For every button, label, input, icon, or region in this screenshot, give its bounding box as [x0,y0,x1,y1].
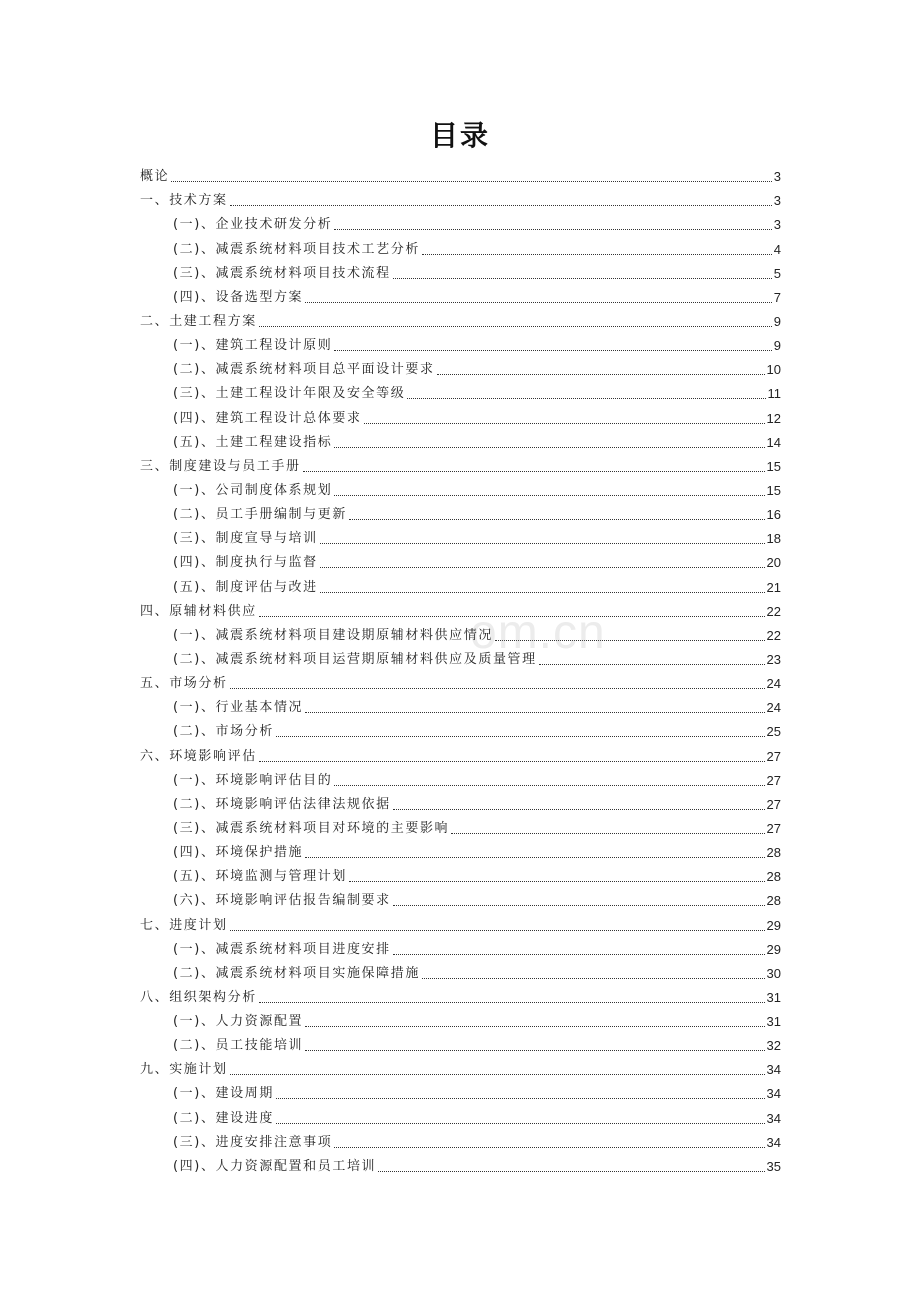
toc-dot-leader [422,254,772,255]
toc-entry-page-number: 27 [766,772,781,788]
toc-entry-label: (五)、环境监测与管理计划 [173,869,347,885]
toc-entry[interactable] [140,379,781,403]
toc-entry-label: 六、环境影响评估 [140,748,257,764]
toc-entry[interactable] [140,741,781,765]
toc-dot-leader [407,398,765,399]
toc-entry-page-number: 15 [766,458,781,474]
toc-entry-label: (二)、市场分析 [173,724,274,740]
toc-entry-label: 七、进度计划 [140,917,228,933]
toc-entry-label: (一)、行业基本情况 [173,700,304,716]
toc-entry-page-number: 27 [766,748,781,764]
toc-entry[interactable] [140,693,781,717]
toc-entry[interactable] [140,572,781,596]
toc-dot-leader [320,592,765,593]
toc-entry-label: 八、组织架构分析 [140,989,257,1005]
toc-dot-leader [276,736,765,737]
toc-dot-leader [230,1074,765,1075]
page-title: 目录 [429,119,490,152]
toc-entry-label: (二)、减震系统材料项目实施保障措施 [173,965,420,981]
toc-entry[interactable] [140,621,781,645]
toc-entry-label: (六)、环境影响评估报告编制要求 [173,893,391,909]
toc-entry[interactable] [140,717,781,741]
toc-entry-page-number: 24 [766,676,781,692]
toc-entry-label: (一)、人力资源配置 [173,1014,304,1030]
toc-entry-label: 三、制度建设与员工手册 [140,458,301,474]
toc-dot-leader [259,326,772,327]
toc-entry-page-number: 4 [773,241,781,257]
toc-entry[interactable] [140,283,781,307]
toc-entry-page-number: 32 [766,1038,781,1054]
toc-entry-page-number: 3 [773,193,781,209]
toc-entry-page-number: 34 [766,1086,781,1102]
toc-entry-label: (一)、环境影响评估目的 [173,772,333,788]
toc-dot-leader [303,471,765,472]
toc-entry-label: (四)、人力资源配置和员工培训 [173,1158,377,1174]
toc-dot-leader [259,1002,765,1003]
toc-entry[interactable] [140,886,781,910]
watermark: om.cn [470,606,606,659]
toc-entry-label: (一)、公司制度体系规划 [173,482,333,498]
toc-entry[interactable] [140,428,781,452]
toc-entry-label: 二、土建工程方案 [140,313,257,329]
toc-entry-page-number: 20 [766,555,781,571]
toc-dot-leader [334,447,764,448]
toc-entry[interactable] [140,331,781,355]
toc-dot-leader [171,181,772,182]
toc-entry-label: 四、原辅材料供应 [140,603,257,619]
toc-entry[interactable] [140,1152,781,1176]
toc-entry-page-number: 14 [766,434,781,450]
toc-dot-leader [320,543,765,544]
toc-entry-page-number: 16 [766,507,781,523]
toc-entry-label: (四)、制度执行与监督 [173,555,318,571]
toc-entry[interactable] [140,1079,781,1103]
toc-entry[interactable] [140,500,781,524]
toc-dot-leader [393,954,765,955]
toc-entry-page-number: 10 [766,362,781,378]
toc-entry-page-number: 3 [773,169,781,185]
toc-dot-leader [393,905,765,906]
toc-entry[interactable] [140,307,781,331]
toc-entry[interactable] [140,1031,781,1055]
toc-entry-label: (一)、减震系统材料项目进度安排 [173,941,391,957]
toc-entry-page-number: 18 [766,531,781,547]
toc-entry-label: (三)、减震系统材料项目技术流程 [173,265,391,281]
toc-entry-label: 九、实施计划 [140,1062,228,1078]
toc-entry[interactable] [140,355,781,379]
toc-entry-page-number: 29 [766,941,781,957]
toc-dot-leader [437,374,765,375]
toc-entry-label: (二)、减震系统材料项目总平面设计要求 [173,362,435,378]
toc-entry[interactable] [140,1128,781,1152]
toc-entry[interactable] [140,645,781,669]
toc-entry[interactable] [140,403,781,427]
toc-entry-page-number: 25 [766,724,781,740]
toc-entry[interactable] [140,259,781,283]
toc-entry-page-number: 9 [773,313,781,329]
toc-entry[interactable] [140,210,781,234]
toc-entry[interactable] [140,476,781,500]
toc-dot-leader [305,1026,764,1027]
toc-dot-leader [495,640,765,641]
toc-dot-leader [230,688,765,689]
toc-dot-leader [305,857,764,858]
toc-entry-label: 五、市场分析 [140,676,228,692]
toc-entry-label: (三)、减震系统材料项目对环境的主要影响 [173,820,450,836]
toc-entry-page-number: 21 [766,579,781,595]
toc-entry[interactable] [140,790,781,814]
toc-entry-page-number: 34 [766,1110,781,1126]
toc-entry[interactable] [140,597,781,621]
toc-entry-label: (一)、建筑工程设计原则 [173,338,333,354]
toc-entry-label: (三)、土建工程设计年限及安全等级 [173,386,406,402]
toc-entry-page-number: 35 [766,1158,781,1174]
toc-dot-leader [422,978,765,979]
toc-entry-page-number: 31 [766,989,781,1005]
toc-entry-page-number: 3 [773,217,781,233]
toc-entry[interactable] [140,234,781,258]
toc-dot-leader [334,495,764,496]
toc-entry-page-number: 5 [773,265,781,281]
toc-entry-page-number: 28 [766,893,781,909]
toc-dot-leader [451,833,764,834]
toc-dot-leader [393,278,772,279]
toc-entry[interactable] [140,910,781,934]
toc-entry-label: (四)、设备选型方案 [173,289,304,305]
toc-entry-page-number: 34 [766,1134,781,1150]
toc-entry-label: (二)、员工手册编制与更新 [173,507,347,523]
toc-dot-leader [305,1050,764,1051]
toc-dot-leader [259,616,765,617]
toc-entry[interactable] [140,186,781,210]
toc-entry[interactable] [140,1103,781,1127]
toc-entry-page-number: 27 [766,820,781,836]
toc-entry-page-number: 31 [766,1014,781,1030]
toc-entry-page-number: 15 [766,482,781,498]
toc-entry[interactable] [140,669,781,693]
toc-entry-label: (四)、环境保护措施 [173,845,304,861]
toc-entry-label: (一)、减震系统材料项目建设期原辅材料供应情况 [173,627,493,643]
toc-entry[interactable] [140,548,781,572]
toc-dot-leader [334,785,764,786]
toc-entry-page-number: 11 [767,386,781,402]
toc-entry-label: (二)、减震系统材料项目技术工艺分析 [173,241,420,257]
toc-entry[interactable] [140,838,781,862]
toc-dot-leader [364,423,765,424]
toc-entry[interactable] [140,935,781,959]
toc-dot-leader [393,809,765,810]
toc-entry-label: (二)、员工技能培训 [173,1038,304,1054]
toc-entry-page-number: 9 [773,338,781,354]
toc-dot-leader [230,205,772,206]
toc-dot-leader [230,930,765,931]
toc-entry[interactable] [140,524,781,548]
toc-entry[interactable] [140,452,781,476]
toc-entry[interactable] [140,1055,781,1079]
table-of-contents [140,162,781,1176]
toc-entry-page-number: 29 [766,917,781,933]
toc-entry-label: 一、技术方案 [140,193,228,209]
toc-entry-page-number: 12 [766,410,781,426]
toc-dot-leader [320,567,765,568]
toc-entry-label: (二)、建设进度 [173,1110,274,1126]
toc-dot-leader [334,1147,764,1148]
toc-entry-page-number: 34 [766,1062,781,1078]
toc-entry-page-number: 28 [766,869,781,885]
toc-entry-page-number: 22 [766,603,781,619]
toc-dot-leader [276,1123,765,1124]
toc-entry-page-number: 27 [766,796,781,812]
toc-dot-leader [276,1098,765,1099]
toc-dot-leader [259,761,765,762]
toc-entry-label: (四)、建筑工程设计总体要求 [173,410,362,426]
toc-entry-label: (三)、进度安排注意事项 [173,1134,333,1150]
toc-entry-label: (一)、建设周期 [173,1086,274,1102]
toc-entry-page-number: 28 [766,845,781,861]
toc-dot-leader [334,229,771,230]
toc-entry-label: (五)、制度评估与改进 [173,579,318,595]
toc-dot-leader [305,302,772,303]
toc-entry-page-number: 7 [773,289,781,305]
toc-entry-label: (二)、减震系统材料项目运营期原辅材料供应及质量管理 [173,651,537,667]
toc-entry[interactable] [140,959,781,983]
toc-dot-leader [349,519,765,520]
toc-dot-leader [349,881,765,882]
toc-dot-leader [539,664,765,665]
toc-entry-page-number: 24 [766,700,781,716]
toc-entry-page-number: 23 [766,651,781,667]
toc-entry[interactable] [140,1007,781,1031]
toc-entry-page-number: 22 [766,627,781,643]
toc-entry-label: 概论 [140,169,170,185]
toc-entry-label: (五)、土建工程建设指标 [173,434,333,450]
toc-dot-leader [334,350,771,351]
toc-entry[interactable] [140,983,781,1007]
toc-entry-page-number: 30 [766,965,781,981]
toc-entry[interactable] [140,814,781,838]
toc-entry[interactable] [140,162,781,186]
toc-entry-label: (一)、企业技术研发分析 [173,217,333,233]
toc-entry[interactable] [140,766,781,790]
toc-entry[interactable] [140,862,781,886]
toc-dot-leader [305,712,764,713]
toc-entry-label: (二)、环境影响评估法律法规依据 [173,796,391,812]
toc-dot-leader [378,1171,764,1172]
toc-entry-label: (三)、制度宣导与培训 [173,531,318,547]
